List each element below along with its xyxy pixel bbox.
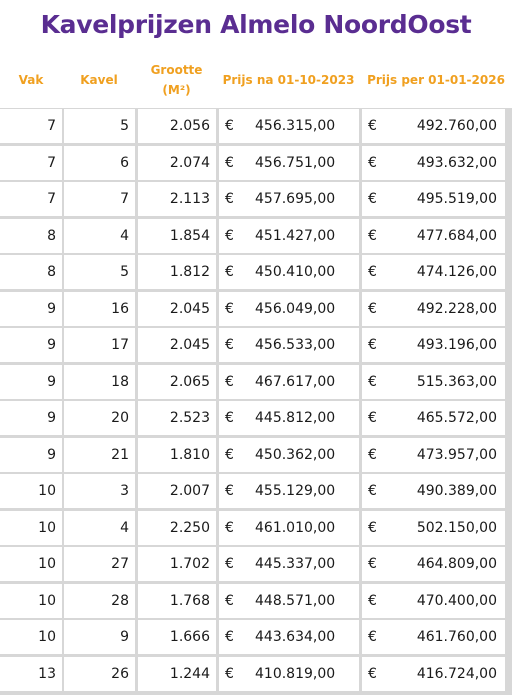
cell-kavel: 4 (64, 511, 135, 545)
cell-vak: 7 (0, 182, 62, 216)
cell-kavel: 4 (64, 219, 135, 253)
euro-symbol: € (368, 410, 377, 426)
price-table (0, 52, 512, 695)
euro-symbol: € (368, 373, 377, 390)
table-row (0, 657, 512, 691)
header-vak: Vak (18, 73, 44, 87)
cell-vak: 7 (0, 146, 62, 180)
header-grootte-label: Grootte (150, 63, 203, 77)
table-row (0, 109, 512, 143)
cell-kavel: 6 (64, 146, 135, 180)
amount-2023: 448.571,00 (255, 592, 336, 609)
cell-prijs-2023 (219, 255, 359, 289)
cell-grootte: 2.523 (138, 401, 216, 435)
header-grootte-unit: (M²) (162, 83, 191, 97)
amount-2023: 455.129,00 (255, 483, 336, 499)
header-prijs-2026: Prijs per 01-01-2026 (367, 73, 505, 87)
euro-symbol: € (368, 592, 377, 609)
euro-symbol: € (368, 264, 377, 280)
cell-prijs-2023 (219, 219, 359, 253)
cell-grootte: 1.702 (138, 547, 216, 581)
amount-2023: 445.337,00 (255, 556, 336, 572)
cell-prijs-2026 (362, 401, 505, 435)
amount-2023: 450.410,00 (255, 264, 336, 280)
table-row (0, 182, 512, 216)
cell-vak: 10 (0, 511, 62, 545)
cell-vak: 8 (0, 219, 62, 253)
cell-vak: 10 (0, 547, 62, 581)
table-row (0, 328, 512, 362)
cell-vak: 8 (0, 255, 62, 289)
euro-symbol: € (368, 629, 377, 645)
cell-prijs-2026 (362, 474, 505, 508)
cell-prijs-2026 (362, 182, 505, 216)
cell-grootte: 2.045 (138, 328, 216, 362)
cell-kavel: 18 (64, 365, 135, 399)
amount-2026: 465.572,00 (416, 410, 497, 426)
amount-2023: 457.695,00 (255, 191, 336, 207)
cell-kavel: 28 (64, 584, 135, 618)
cell-kavel: 16 (64, 292, 135, 326)
amount-2026: 477.684,00 (416, 227, 497, 244)
cell-prijs-2023 (219, 365, 359, 399)
cell-prijs-2023 (219, 657, 359, 691)
amount-2026: 464.809,00 (416, 556, 497, 572)
euro-symbol: € (368, 665, 377, 682)
amount-2026: 492.760,00 (416, 118, 497, 134)
cell-kavel: 5 (64, 109, 135, 143)
cell-prijs-2023 (219, 584, 359, 618)
table-header (0, 52, 512, 108)
cell-prijs-2026 (362, 255, 505, 289)
table-row (0, 401, 512, 435)
cell-prijs-2023 (219, 109, 359, 143)
cell-grootte: 2.056 (138, 109, 216, 143)
euro-symbol: € (225, 191, 234, 207)
euro-symbol: € (225, 264, 234, 280)
euro-symbol: € (368, 191, 377, 207)
cell-kavel: 26 (64, 657, 135, 691)
amount-2026: 493.196,00 (416, 337, 497, 353)
cell-prijs-2026 (362, 292, 505, 326)
euro-symbol: € (225, 556, 234, 572)
table-row (0, 255, 512, 289)
cell-kavel: 20 (64, 401, 135, 435)
euro-symbol: € (368, 446, 377, 463)
cell-kavel: 9 (64, 620, 135, 654)
amount-2023: 443.634,00 (255, 629, 336, 645)
amount-2023: 410.819,00 (255, 665, 336, 682)
header-prijs-2023: Prijs na 01-10-2023 (222, 73, 355, 87)
cell-grootte: 2.045 (138, 292, 216, 326)
table-row (0, 365, 512, 399)
cell-prijs-2023 (219, 474, 359, 508)
table-row (0, 511, 512, 545)
cell-vak: 10 (0, 620, 62, 654)
cell-prijs-2026 (362, 365, 505, 399)
euro-symbol: € (225, 446, 234, 463)
amount-2023: 456.315,00 (255, 118, 336, 134)
cell-prijs-2023 (219, 511, 359, 545)
cell-vak: 7 (0, 109, 62, 143)
cell-vak: 9 (0, 328, 62, 362)
amount-2023: 461.010,00 (255, 519, 336, 536)
euro-symbol: € (225, 592, 234, 609)
euro-symbol: € (225, 373, 234, 390)
euro-symbol: € (368, 337, 377, 353)
cell-prijs-2026 (362, 547, 505, 581)
table-row (0, 219, 512, 253)
cell-prijs-2026 (362, 109, 505, 143)
cell-kavel: 3 (64, 474, 135, 508)
amount-2026: 502.150,00 (416, 519, 497, 536)
amount-2023: 456.049,00 (255, 300, 336, 317)
euro-symbol: € (368, 118, 377, 134)
cell-grootte: 2.065 (138, 365, 216, 399)
cell-vak: 9 (0, 365, 62, 399)
cell-grootte: 1.854 (138, 219, 216, 253)
table-row (0, 474, 512, 508)
euro-symbol: € (225, 337, 234, 353)
cell-prijs-2023 (219, 328, 359, 362)
cell-vak: 9 (0, 292, 62, 326)
euro-symbol: € (225, 519, 234, 536)
cell-grootte: 1.768 (138, 584, 216, 618)
amount-2026: 474.126,00 (416, 264, 497, 280)
cell-kavel: 5 (64, 255, 135, 289)
amount-2023: 456.751,00 (255, 154, 336, 171)
cell-grootte: 2.074 (138, 146, 216, 180)
cell-prijs-2023 (219, 620, 359, 654)
cell-vak: 10 (0, 584, 62, 618)
cell-prijs-2023 (219, 292, 359, 326)
table-row (0, 146, 512, 180)
amount-2026: 493.632,00 (416, 154, 497, 171)
euro-symbol: € (368, 227, 377, 244)
cell-grootte: 2.113 (138, 182, 216, 216)
cell-prijs-2026 (362, 438, 505, 472)
header-kavel: Kavel (80, 73, 118, 87)
table-row (0, 547, 512, 581)
page-title: Kavelprijzen Almelo NoordOost (40, 10, 472, 39)
amount-2023: 456.533,00 (255, 337, 336, 353)
euro-symbol: € (225, 410, 234, 426)
amount-2026: 492.228,00 (416, 300, 497, 317)
cell-grootte: 1.810 (138, 438, 216, 472)
cell-prijs-2026 (362, 146, 505, 180)
cell-prijs-2023 (219, 547, 359, 581)
amount-2026: 490.389,00 (416, 483, 497, 499)
cell-kavel: 17 (64, 328, 135, 362)
cell-prijs-2026 (362, 219, 505, 253)
cell-prijs-2023 (219, 401, 359, 435)
euro-symbol: € (368, 300, 377, 317)
amount-2026: 473.957,00 (416, 446, 497, 463)
cell-kavel: 21 (64, 438, 135, 472)
euro-symbol: € (225, 300, 234, 317)
cell-grootte: 2.007 (138, 474, 216, 508)
cell-prijs-2026 (362, 657, 505, 691)
cell-prijs-2023 (219, 438, 359, 472)
cell-prijs-2026 (362, 328, 505, 362)
amount-2023: 445.812,00 (255, 410, 336, 426)
cell-grootte: 1.244 (138, 657, 216, 691)
amount-2023: 467.617,00 (255, 373, 336, 390)
cell-prijs-2023 (219, 182, 359, 216)
euro-symbol: € (225, 665, 234, 682)
euro-symbol: € (368, 519, 377, 536)
table-row (0, 292, 512, 326)
euro-symbol: € (225, 629, 234, 645)
euro-symbol: € (368, 483, 377, 499)
cell-grootte: 1.812 (138, 255, 216, 289)
euro-symbol: € (368, 556, 377, 572)
amount-2026: 461.760,00 (416, 629, 497, 645)
cell-vak: 9 (0, 401, 62, 435)
euro-symbol: € (368, 154, 377, 171)
amount-2023: 451.427,00 (255, 227, 336, 244)
cell-grootte: 1.666 (138, 620, 216, 654)
header-grootte (136, 52, 217, 108)
cell-grootte: 2.250 (138, 511, 216, 545)
cell-prijs-2026 (362, 584, 505, 618)
table-row (0, 620, 512, 654)
table-row (0, 438, 512, 472)
cell-prijs-2026 (362, 620, 505, 654)
euro-symbol: € (225, 227, 234, 244)
cell-vak: 10 (0, 474, 62, 508)
cell-kavel: 27 (64, 547, 135, 581)
euro-symbol: € (225, 118, 234, 134)
euro-symbol: € (225, 483, 234, 499)
euro-symbol: € (225, 154, 234, 171)
cell-kavel: 7 (64, 182, 135, 216)
amount-2026: 515.363,00 (416, 373, 497, 390)
amount-2023: 450.362,00 (255, 446, 336, 463)
amount-2026: 495.519,00 (416, 191, 497, 207)
table-row (0, 584, 512, 618)
amount-2026: 470.400,00 (416, 592, 497, 609)
cell-vak: 9 (0, 438, 62, 472)
amount-2026: 416.724,00 (416, 665, 497, 682)
cell-prijs-2023 (219, 146, 359, 180)
cell-vak: 13 (0, 657, 62, 691)
cell-prijs-2026 (362, 511, 505, 545)
